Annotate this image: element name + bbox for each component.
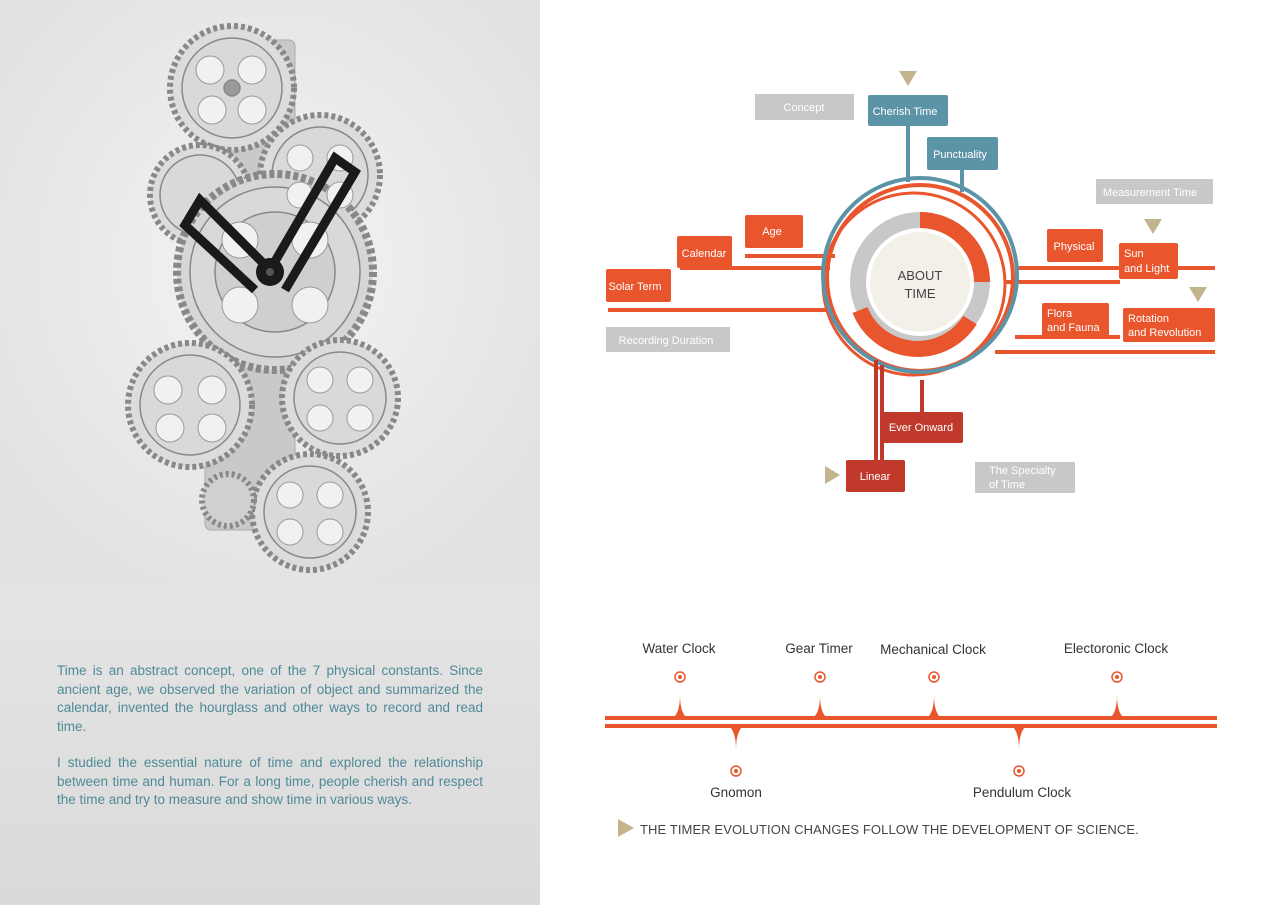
description-paragraph-1: Time is an abstract concept, one of the 7 physical constants. Since ancient age, we observed the variation of object and summarized the calendar, invented the hourglass and other ways to record and read time. — [57, 663, 483, 734]
timeline-footnote: THE TIMER EVOLUTION CHANGES FOLLOW THE DEVELOPMENT OF SCIENCE. — [640, 822, 1139, 837]
timeline-label-mechanical-clock: Mechanical Clock — [880, 642, 986, 657]
svg-text:Age: Age — [762, 226, 782, 238]
label-flora-and-fauna — [1042, 303, 1109, 338]
svg-text:Cherish Time: Cherish Time — [872, 106, 938, 118]
label-punctuality — [927, 137, 998, 170]
svg-text:Flora: Flora — [1047, 308, 1073, 320]
svg-text:Rotation: Rotation — [1128, 313, 1169, 325]
triangle-marker-icon — [1189, 287, 1207, 302]
about-time-diagram — [540, 0, 1280, 520]
svg-text:Measurement Time: Measurement Time — [1102, 187, 1198, 199]
label-measurement-time — [1096, 179, 1213, 204]
svg-text:Physical: Physical — [1053, 241, 1095, 253]
triangle-marker-icon — [825, 466, 840, 484]
timeline-label-gear-timer: Gear Timer — [785, 641, 853, 656]
svg-text:The Specialty: The Specialty — [989, 465, 1056, 477]
svg-text:of Time: of Time — [989, 479, 1026, 491]
triangle-marker-icon — [1144, 219, 1162, 234]
svg-text:Sun: Sun — [1124, 248, 1144, 260]
left-panel — [0, 0, 540, 905]
center-label-line1: ABOUT — [897, 268, 943, 283]
label-ever-onward — [883, 412, 963, 443]
svg-text:Solar Term: Solar Term — [608, 281, 662, 293]
gear-clock-photo — [0, 0, 540, 585]
center-label-line2: TIME — [904, 286, 936, 301]
label-calendar — [677, 236, 732, 268]
svg-text:and Light: and Light — [1124, 263, 1170, 275]
svg-text:Concept: Concept — [783, 102, 825, 114]
timeline-label-water-clock: Water Clock — [642, 641, 716, 656]
svg-text:Ever Onward: Ever Onward — [888, 422, 954, 434]
timeline-label-pendulum-clock: Pendulum Clock — [972, 785, 1072, 800]
label-physical — [1047, 229, 1103, 262]
timer-evolution-timeline — [540, 600, 1280, 800]
label-sun-and-light — [1119, 243, 1178, 279]
label-recording-duration — [606, 327, 730, 352]
svg-text:and Revolution: and Revolution — [1128, 327, 1202, 339]
timeline-label-electronic-clock: Electoronic Clock — [1063, 641, 1169, 656]
label-linear — [846, 460, 905, 492]
svg-text:Calendar: Calendar — [681, 248, 727, 260]
svg-text:and Fauna: and Fauna — [1047, 322, 1100, 334]
svg-text:Linear: Linear — [859, 471, 891, 483]
timeline-label-gnomon: Gnomon — [710, 785, 762, 800]
label-age — [745, 215, 803, 248]
label-solar-term — [606, 269, 671, 302]
svg-text:Recording Duration: Recording Duration — [618, 335, 714, 347]
triangle-marker-icon — [617, 818, 635, 838]
triangle-marker-icon — [899, 71, 917, 86]
label-cherish-time — [868, 95, 948, 126]
label-rotation-and-revolution — [1123, 308, 1215, 342]
svg-text:Punctuality: Punctuality — [933, 149, 987, 161]
label-concept — [755, 94, 854, 120]
description-paragraph-2: I studied the essential nature of time and explored the relationship between time and human. For a long time, people cherish and respect the time and try to measure and show time in various ways. — [57, 755, 483, 807]
label-specialty-of-time — [975, 462, 1075, 493]
